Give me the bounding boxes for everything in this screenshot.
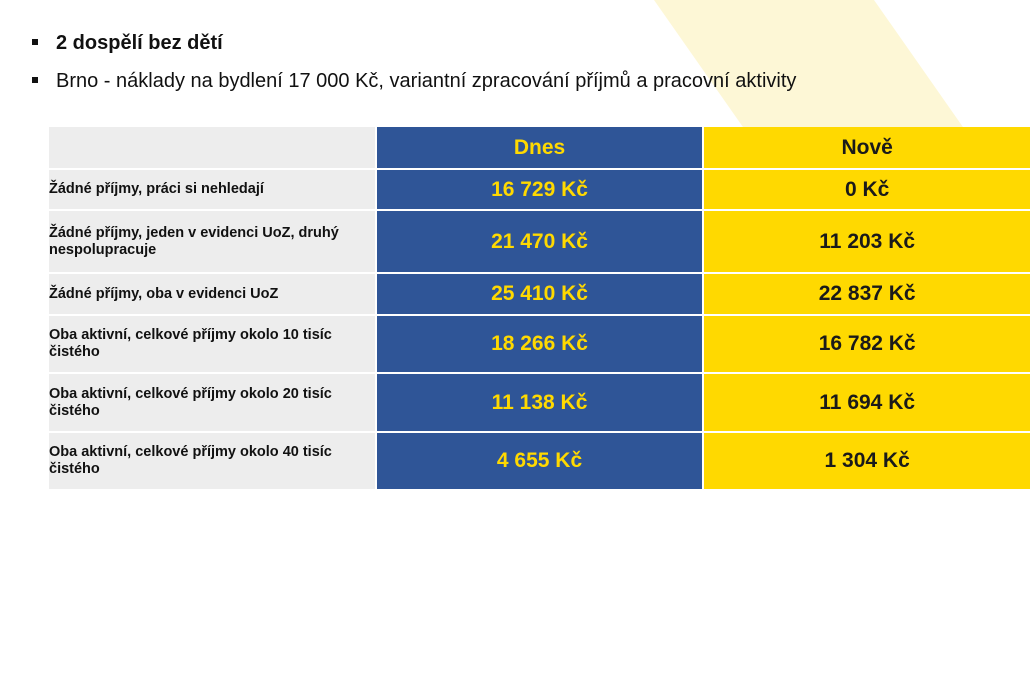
row-label: Oba aktivní, celkové příjmy okolo 40 tisíc čistého bbox=[49, 432, 376, 490]
table-row bbox=[49, 210, 1031, 273]
bullet-marker-icon bbox=[32, 77, 38, 83]
row-label: Oba aktivní, celkové příjmy okolo 20 tisíc čistého bbox=[49, 373, 376, 432]
header-nove: Nově bbox=[703, 127, 1031, 169]
row-label: Žádné příjmy, práci si nehledají bbox=[49, 169, 376, 210]
comparison-table bbox=[49, 127, 1032, 491]
nove-value: 1 304 Kč bbox=[703, 432, 1031, 490]
dnes-value: 11 138 Kč bbox=[376, 373, 704, 432]
dnes-value: 18 266 Kč bbox=[376, 315, 704, 373]
dnes-value: 4 655 Kč bbox=[376, 432, 704, 490]
bullet-item-household bbox=[30, 30, 1012, 56]
dnes-value: 21 470 Kč bbox=[376, 210, 704, 273]
row-label: Oba aktivní, celkové příjmy okolo 10 tisíc čistého bbox=[49, 315, 376, 373]
nove-value: 11 694 Kč bbox=[703, 373, 1031, 432]
header-dnes: Dnes bbox=[376, 127, 704, 169]
bullet-marker-icon bbox=[32, 39, 38, 45]
bullet-text: Brno - náklady na bydlení 17 000 Kč, variantní zpracování příjmů a pracovní aktivity bbox=[56, 70, 797, 92]
table-row bbox=[49, 169, 1031, 210]
table-row bbox=[49, 432, 1031, 490]
dnes-value: 25 410 Kč bbox=[376, 273, 704, 315]
row-label: Žádné příjmy, oba v evidenci UoZ bbox=[49, 273, 376, 315]
nove-value: 16 782 Kč bbox=[703, 315, 1031, 373]
table-row bbox=[49, 373, 1031, 432]
dnes-value: 16 729 Kč bbox=[376, 169, 704, 210]
nove-value: 0 Kč bbox=[703, 169, 1031, 210]
bullet-text: 2 dospělí bez dětí bbox=[56, 32, 223, 54]
table-row bbox=[49, 315, 1031, 373]
table-row bbox=[49, 273, 1031, 315]
bullet-list bbox=[30, 30, 1012, 106]
row-label: Žádné příjmy, jeden v evidenci UoZ, druhý nespolupracuje bbox=[49, 210, 376, 273]
nove-value: 11 203 Kč bbox=[703, 210, 1031, 273]
header-empty-cell bbox=[49, 127, 376, 169]
bullet-item-housing-costs bbox=[30, 68, 1012, 94]
nove-value: 22 837 Kč bbox=[703, 273, 1031, 315]
table-header-row bbox=[49, 127, 1031, 169]
